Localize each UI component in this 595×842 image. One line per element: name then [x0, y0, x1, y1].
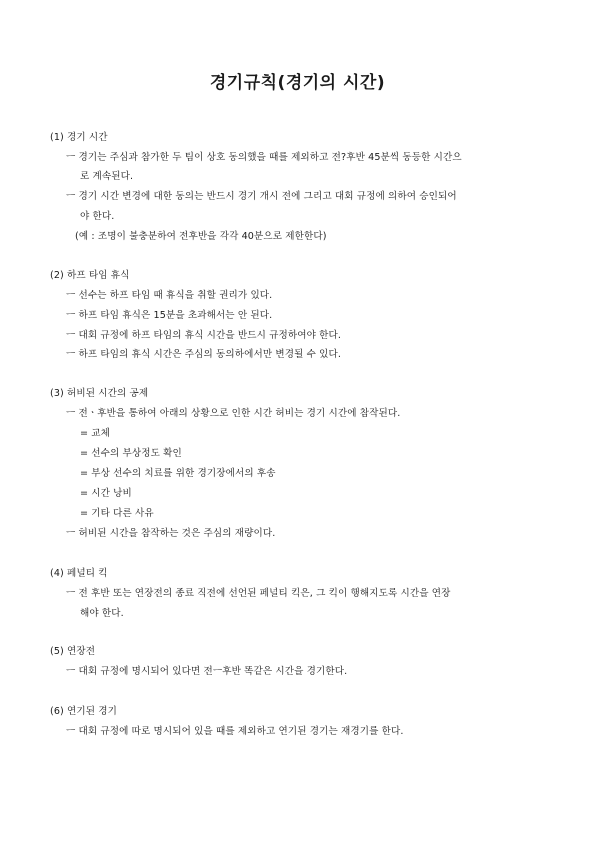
rule-line: ㅡ 대회 규정에 따로 명시되어 있을 때를 제외하고 연기된 경기는 재경기를 한다. — [66, 726, 404, 737]
rule-line: ㅡ 하프 타임의 휴식 시간은 주심의 동의하에서만 변경될 수 있다. — [66, 349, 342, 360]
sub-item: = 기타 다른 사유 — [80, 508, 154, 519]
section-heading: (2) 하프 타임 휴식 — [50, 270, 130, 281]
sub-item: = 선수의 부상정도 확인 — [80, 448, 182, 459]
section-heading: (4) 페널티 킥 — [50, 568, 108, 579]
section-heading: (5) 연장전 — [50, 646, 96, 657]
rule-line: ㅡ 전 후반 또는 연장전의 종료 직전에 선언된 페널티 킥은, 그 킥이 행해지도록 시간을 연장 — [66, 588, 451, 599]
rule-line: ㅡ 허비된 시간을 참작하는 것은 주심의 재량이다. — [66, 528, 276, 539]
rule-line: ㅡ 선수는 하프 타임 때 휴식을 취할 권리가 있다. — [66, 290, 273, 301]
sub-item: = 시간 낭비 — [80, 488, 132, 499]
sub-item: = 부상 선수의 치료를 위한 경기장에서의 후송 — [80, 468, 276, 479]
rule-line: ㅡ 경기는 주심과 참가한 두 팀이 상호 동의했을 때를 제외하고 전?후반 45분씩 동등한 시간으 — [66, 152, 462, 163]
sub-item: = 교체 — [80, 428, 111, 439]
rule-line-continuation: 야 한다. — [80, 211, 115, 222]
section-heading: (6) 연기된 경기 — [50, 706, 118, 717]
rule-line-continuation: 로 계속된다. — [80, 171, 134, 182]
rule-line: ㅡ 대회 규정에 하프 타임의 휴식 시간을 반드시 규정하여야 한다. — [66, 330, 342, 341]
example-note: (예 : 조명이 불충분하여 전후반을 각각 40분으로 제한한다) — [75, 231, 327, 242]
section-heading: (1) 경기 시간 — [50, 132, 108, 143]
rule-line: ㅡ 전ㆍ후반을 통하여 아래의 상황으로 인한 시간 허비는 경기 시간에 참작된다. — [66, 408, 401, 419]
rule-line: ㅡ 경기 시간 변경에 대한 동의는 반드시 경기 개시 전에 그리고 대회 규정에 의하여 승인되어 — [66, 191, 457, 202]
rule-line: ㅡ 대회 규정에 명시되어 있다면 전ㅡ후반 똑같은 시간을 경기한다. — [66, 666, 348, 677]
page-title: 경기규칙(경기의 시간) — [209, 73, 386, 93]
section-heading: (3) 허비된 시간의 공제 — [50, 388, 149, 399]
rule-line: ㅡ 하프 타임 휴식은 15분을 초과해서는 안 된다. — [66, 310, 273, 321]
rule-line-continuation: 해야 한다. — [80, 608, 124, 619]
